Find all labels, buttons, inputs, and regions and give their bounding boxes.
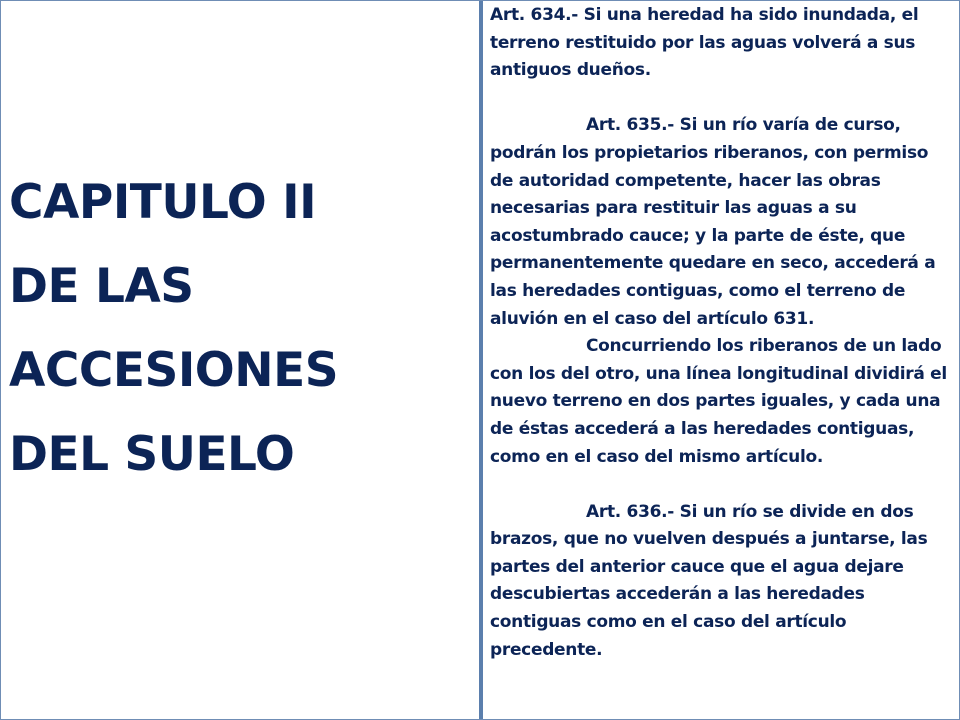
chapter-title-line-2: DE LAS <box>9 259 194 314</box>
chapter-title-line-1: CAPITULO II <box>9 175 317 230</box>
article-636: Art. 636.- Si un río se divide en dos brazos, que no vuelven después a juntarse, las partes del anterior cauce que el agua dejare descubiertas accederán a las heredades contiguas como en el caso del artículo precedente. <box>490 501 928 660</box>
articles-text <box>490 2 956 720</box>
chapter-title <box>9 161 469 497</box>
paragraph-gap <box>490 471 956 499</box>
column-divider <box>479 1 483 720</box>
article-634: Art. 634.- Si una heredad ha sido inundada, el terreno restituido por las aguas volverá a sus antiguos dueños. <box>490 5 919 81</box>
article-635-paragraph-1: Art. 635.- Si un río varía de curso, podrán los propietarios riberanos, con permiso de autoridad competente, hacer las obras necesarias para restituir las aguas a su acostumbrado cauce; y la parte de éste, que permanentemente quedare en seco, accederá a las heredades contiguas, como el terreno de aluvión en el caso del artículo 631. <box>490 115 936 329</box>
paragraph-gap <box>490 85 956 113</box>
article-635-paragraph-2: Concurriendo los riberanos de un lado con los del otro, una línea longitudinal dividirá el nuevo terreno en dos partes iguales, y cada una de éstas accederá a las heredades contiguas, como en el caso del mismo artículo. <box>490 336 947 467</box>
left-panel <box>1 1 479 720</box>
chapter-title-line-4: DEL SUELO <box>9 427 295 482</box>
chapter-title-line-3: ACCESIONES <box>9 343 339 398</box>
